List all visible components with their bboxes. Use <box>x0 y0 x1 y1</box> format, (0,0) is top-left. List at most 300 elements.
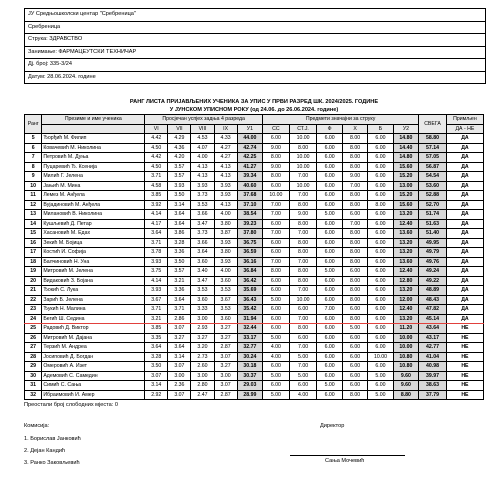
rank-cell: 29 <box>25 362 42 372</box>
grade-8-cell: 3.27 <box>191 333 214 343</box>
u1-cell: 42.74 <box>237 143 262 153</box>
grade-7-cell: 3.57 <box>168 267 191 277</box>
grade-9-cell: 4.27 <box>214 153 237 163</box>
grade-7-cell: 3.57 <box>168 172 191 182</box>
u2-cell: 13.20 <box>393 314 418 324</box>
u2-cell: 12.40 <box>393 305 418 315</box>
table-row <box>25 172 484 182</box>
rank-cell: 8 <box>25 162 42 172</box>
student-name-cell: Балчиновић Н. Уна <box>42 257 145 267</box>
subject-f-cell: 6.00 <box>317 314 342 324</box>
grade-6-cell: 3.50 <box>145 362 168 372</box>
subject-f-cell: 6.00 <box>317 229 342 239</box>
subject-stj-cell: 8.00 <box>289 219 317 229</box>
rank-cell: 28 <box>25 352 42 362</box>
subject-h-cell: 8.00 <box>342 153 367 163</box>
subject-f-cell: 5.00 <box>317 210 342 220</box>
u2-cell: 13.60 <box>393 229 418 239</box>
subject-ss-cell: 7.00 <box>263 210 290 220</box>
student-name-cell: Хасановић М. Едах <box>42 229 145 239</box>
reference-number: Дј. број: 335-3/24 <box>25 59 485 72</box>
subject-stj-cell: 8.00 <box>289 267 317 277</box>
title-line-2: У ЈУНСКОМ УПИСНОМ РОКУ (од 24.06. до 26.06.2024. године) <box>169 107 339 113</box>
table-row <box>25 267 484 277</box>
subject-b-cell: 6.00 <box>368 362 393 372</box>
admitted-cell: ДА <box>446 200 483 210</box>
rank-cell: 30 <box>25 371 42 381</box>
grade-8-cell: 4.00 <box>191 153 214 163</box>
subject-ss-cell: 7.00 <box>263 257 290 267</box>
grade-8-cell: 2.80 <box>191 381 214 391</box>
grade-9-cell: 4.00 <box>214 210 237 220</box>
subject-b-cell: 6.00 <box>368 381 393 391</box>
total-cell: 43.17 <box>419 333 447 343</box>
rank-cell: 31 <box>25 381 42 391</box>
total-cell: 58.80 <box>419 134 447 144</box>
rank-cell: 16 <box>25 238 42 248</box>
subject-stj-cell: 5.00 <box>289 371 317 381</box>
grade-8-cell: 2.93 <box>191 324 214 334</box>
rank-cell: 5 <box>25 134 42 144</box>
grade-6-cell: 3.85 <box>145 324 168 334</box>
grade-8-cell: 3.60 <box>191 257 214 267</box>
subject-ss-cell: 6.00 <box>263 181 290 191</box>
subject-b-cell: 6.00 <box>368 153 393 163</box>
subject-stj-cell: 8.00 <box>289 238 317 248</box>
rank-cell: 27 <box>25 343 42 353</box>
subject-h-cell: 6.00 <box>342 352 367 362</box>
admitted-cell: ДА <box>446 314 483 324</box>
grade-6-cell: 3.64 <box>145 343 168 353</box>
grade-7-cell: 3.64 <box>168 219 191 229</box>
grade-8-cell: 3.73 <box>191 191 214 201</box>
grade-8-cell: 3.33 <box>191 305 214 315</box>
rank-cell: 18 <box>25 257 42 267</box>
subject-h-cell: 8.00 <box>342 390 367 400</box>
admitted-cell: ДА <box>446 276 483 286</box>
admitted-cell: НЕ <box>446 362 483 372</box>
student-name-cell: Бегић Ш. Седина <box>42 314 145 324</box>
grade-6-cell: 4.58 <box>145 181 168 191</box>
grade-9-cell: 2.87 <box>214 390 237 400</box>
student-name-cell: Пуцаревић Ђ. Ксенија <box>42 162 145 172</box>
total-cell: 49.76 <box>419 257 447 267</box>
subject-f-cell: 5.00 <box>317 381 342 391</box>
table-row <box>25 143 484 153</box>
u1-cell: 30.24 <box>237 352 262 362</box>
subject-stj-cell: 10.00 <box>289 153 317 163</box>
subject-b-cell: 6.00 <box>368 143 393 153</box>
subject-h-cell: 6.00 <box>342 371 367 381</box>
subject-ss-cell: 5.00 <box>263 333 290 343</box>
subject-stj-cell: 7.00 <box>289 362 317 372</box>
u1-cell: 32.44 <box>237 324 262 334</box>
student-name-cell: Митровић М. Дајана <box>42 333 145 343</box>
grade-7-cell: 3.50 <box>168 257 191 267</box>
subject-stj-cell: 4.00 <box>289 390 317 400</box>
table-row <box>25 324 484 334</box>
grade-7-cell: 3.07 <box>168 362 191 372</box>
grade-6-cell: 3.14 <box>145 381 168 391</box>
subject-b-cell: 6.00 <box>368 181 393 191</box>
grade-6-cell: 2.92 <box>145 390 168 400</box>
u1-cell: 28.99 <box>237 390 262 400</box>
director-label: Директор <box>320 423 345 429</box>
table-row <box>25 153 484 163</box>
table-row <box>25 352 484 362</box>
u2-cell: 15.20 <box>393 172 418 182</box>
header-name: Презиме и име ученика <box>42 115 145 125</box>
u2-cell: 10.80 <box>393 362 418 372</box>
total-cell: 37.79 <box>419 390 447 400</box>
subject-f-cell: 6.00 <box>317 200 342 210</box>
field-label: Струка: ЗДРАВСТВО <box>25 34 485 47</box>
grade-6-cell: 4.42 <box>145 153 168 163</box>
total-cell: 49.79 <box>419 248 447 258</box>
subject-f-cell: 6.00 <box>317 162 342 172</box>
student-name-cell: Ђорђић М. Филип <box>42 134 145 144</box>
subject-ss-cell: 6.00 <box>263 286 290 296</box>
document-title <box>24 98 484 114</box>
subject-ss-cell: 8.00 <box>263 267 290 277</box>
director-signature-line <box>290 455 405 456</box>
grade-7-cell: 3.93 <box>168 181 191 191</box>
rank-cell: 22 <box>25 295 42 305</box>
u1-cell: 37.68 <box>237 191 262 201</box>
u1-cell: 35.42 <box>237 305 262 315</box>
subject-b-cell: 5.00 <box>368 371 393 381</box>
subject-h-cell: 8.00 <box>342 257 367 267</box>
commission-member-3: 3. Ранко Заковљевић <box>24 460 80 466</box>
subject-f-cell: 6.00 <box>317 153 342 163</box>
grade-9-cell: 3.87 <box>214 229 237 239</box>
subject-b-cell: 6.00 <box>368 238 393 248</box>
u2-cell: 9.60 <box>393 371 418 381</box>
subject-b-cell: 6.00 <box>368 210 393 220</box>
title-line-1: РАНГ ЛИСТА ПРИЈАВЉЕНИХ УЧЕНИКА ЗА УПИС У ПРВИ РАЗРЕД ШК. 2024/2025. ГОДИНЕ <box>129 99 379 105</box>
u1-cell: 35.69 <box>237 286 262 296</box>
admitted-cell: НЕ <box>446 390 483 400</box>
rank-cell: 13 <box>25 210 42 220</box>
u2-cell: 12.40 <box>393 219 418 229</box>
subject-h-cell: 6.00 <box>342 333 367 343</box>
student-name-cell: Лемез М. Анђела <box>42 191 145 201</box>
subject-stj-cell: 7.00 <box>289 172 317 182</box>
student-name-cell: Ковачевић М. Николина <box>42 143 145 153</box>
total-cell: 51.63 <box>419 219 447 229</box>
total-cell: 40.98 <box>419 362 447 372</box>
total-cell: 52.70 <box>419 200 447 210</box>
u2-cell: 10.00 <box>393 343 418 353</box>
admitted-cell: НЕ <box>446 343 483 353</box>
grade-8-cell: 3.60 <box>191 295 214 305</box>
grade-6-cell: 3.71 <box>145 238 168 248</box>
admitted-cell: НЕ <box>446 371 483 381</box>
subject-ss-cell: 6.00 <box>263 134 290 144</box>
table-row <box>25 276 484 286</box>
subject-h-cell: 9.00 <box>342 172 367 182</box>
u1-cell: 36.59 <box>237 248 262 258</box>
subject-stj-cell: 10.00 <box>289 134 317 144</box>
grade-6-cell: 4.50 <box>145 143 168 153</box>
rank-cell: 21 <box>25 286 42 296</box>
grade-9-cell: 3.93 <box>214 257 237 267</box>
subject-h-cell: 8.00 <box>342 248 367 258</box>
table-row <box>25 248 484 258</box>
grade-7-cell: 3.07 <box>168 390 191 400</box>
subject-ss-cell: 6.00 <box>263 276 290 286</box>
grade-6-cell: 3.21 <box>145 314 168 324</box>
remaining-places: Преостали број слободних мјеста: 0 <box>24 402 119 408</box>
subject-f-cell: 6.00 <box>317 333 342 343</box>
grade-8-cell: 3.66 <box>191 238 214 248</box>
grade-8-cell: 3.00 <box>191 371 214 381</box>
grade-7-cell: 4.29 <box>168 134 191 144</box>
grade-7-cell: 2.86 <box>168 314 191 324</box>
u1-cell: 41.27 <box>237 162 262 172</box>
rank-cell: 7 <box>25 153 42 163</box>
header-grade-8: VIII <box>191 124 214 134</box>
subject-ss-cell: 8.00 <box>263 153 290 163</box>
u1-cell: 29.03 <box>237 381 262 391</box>
u1-cell: 36.43 <box>237 295 262 305</box>
header-subject-ss: СС <box>263 124 290 134</box>
header-admitted: Примљен <box>446 115 483 125</box>
grade-8-cell: 3.73 <box>191 229 214 239</box>
rank-cell: 9 <box>25 172 42 182</box>
grade-7-cell: 3.50 <box>168 191 191 201</box>
total-cell: 49.95 <box>419 238 447 248</box>
u2-cell: 13.20 <box>393 210 418 220</box>
subject-ss-cell: 6.00 <box>263 381 290 391</box>
subject-b-cell: 6.00 <box>368 295 393 305</box>
subject-stj-cell: 7.00 <box>289 229 317 239</box>
u1-cell: 44.00 <box>237 134 262 144</box>
subject-f-cell: 6.00 <box>317 324 342 334</box>
u2-cell: 15.20 <box>393 191 418 201</box>
grade-9-cell: 4.27 <box>214 143 237 153</box>
subject-stj-cell: 7.00 <box>289 314 317 324</box>
table-row <box>25 295 484 305</box>
admitted-cell: НЕ <box>446 324 483 334</box>
admitted-cell: ДА <box>446 134 483 144</box>
subject-b-cell: 6.00 <box>368 324 393 334</box>
u2-cell: 15.60 <box>393 200 418 210</box>
student-name-cell: Ђукић Н. Малина <box>42 305 145 315</box>
subject-h-cell: 8.00 <box>342 200 367 210</box>
commission-label: Комисија: <box>24 423 50 429</box>
grade-9-cell: 4.00 <box>214 267 237 277</box>
grade-6-cell: 3.71 <box>145 305 168 315</box>
grade-7-cell: 3.28 <box>168 238 191 248</box>
grade-9-cell: 3.53 <box>214 305 237 315</box>
subject-f-cell: 6.00 <box>317 172 342 182</box>
subject-h-cell: 8.00 <box>342 162 367 172</box>
grade-9-cell: 3.60 <box>214 276 237 286</box>
student-name-cell: Петровић М. Дуња <box>42 153 145 163</box>
subject-ss-cell: 8.00 <box>263 172 290 182</box>
grade-8-cell: 3.40 <box>191 267 214 277</box>
subject-ss-cell: 5.00 <box>263 390 290 400</box>
total-cell: 41.04 <box>419 352 447 362</box>
u2-cell: 10.00 <box>393 333 418 343</box>
grade-8-cell: 3.53 <box>191 200 214 210</box>
grade-8-cell: 4.13 <box>191 162 214 172</box>
u2-cell: 12.80 <box>393 276 418 286</box>
commission-member-1: 1. Борислав Јанковић <box>24 436 81 442</box>
subject-stj-cell: 7.00 <box>289 286 317 296</box>
subject-h-cell: 6.00 <box>342 305 367 315</box>
subject-b-cell: 6.00 <box>368 248 393 258</box>
u2-cell: 13.20 <box>393 286 418 296</box>
u1-cell: 30.37 <box>237 371 262 381</box>
header-subject-f: Ф <box>317 124 342 134</box>
student-name-cell: Јањић М. Мина <box>42 181 145 191</box>
subject-stj-cell: 10.00 <box>289 181 317 191</box>
table-row <box>25 343 484 353</box>
table-row <box>25 314 484 324</box>
admitted-cell: ДА <box>446 229 483 239</box>
subject-f-cell: 6.00 <box>317 390 342 400</box>
grade-6-cell: 3.93 <box>145 286 168 296</box>
grade-8-cell: 3.64 <box>191 248 214 258</box>
school-info-block <box>24 8 486 84</box>
subject-ss-cell: 7.00 <box>263 229 290 239</box>
subject-stj-cell: 7.00 <box>289 343 317 353</box>
header-name-sub <box>42 124 145 134</box>
header-grade-6: VI <box>145 124 168 134</box>
grade-9-cell: 3.93 <box>214 191 237 201</box>
subject-h-cell: 8.00 <box>342 143 367 153</box>
total-cell: 51.74 <box>419 210 447 220</box>
subject-stj-cell: 8.00 <box>289 143 317 153</box>
grade-9-cell: 3.80 <box>214 248 237 258</box>
admitted-cell: ДА <box>446 305 483 315</box>
student-name-cell: Кушљевић Д. Петар <box>42 219 145 229</box>
student-name-cell: Омеровић А. Изет <box>42 362 145 372</box>
subject-f-cell: 6.00 <box>317 143 342 153</box>
total-cell: 49.22 <box>419 276 447 286</box>
subject-b-cell: 10.00 <box>368 352 393 362</box>
u1-cell: 32.77 <box>237 343 262 353</box>
table-row <box>25 333 484 343</box>
u1-cell: 33.17 <box>237 333 262 343</box>
header-rank: Ранг <box>25 115 42 134</box>
admitted-cell: ДА <box>446 153 483 163</box>
rank-cell: 24 <box>25 314 42 324</box>
subject-stj-cell: 8.00 <box>289 276 317 286</box>
student-name-cell: Адемовић С. Самедин <box>42 371 145 381</box>
grade-7-cell: 3.64 <box>168 295 191 305</box>
student-name-cell: Милић Г. Јелена <box>42 172 145 182</box>
subject-h-cell: 6.00 <box>342 210 367 220</box>
table-row <box>25 200 484 210</box>
student-name-cell: Зарић Б. Јелена <box>42 295 145 305</box>
table-row <box>25 286 484 296</box>
grade-7-cell: 3.14 <box>168 352 191 362</box>
grade-7-cell: 3.86 <box>168 229 191 239</box>
admitted-cell: ДА <box>446 210 483 220</box>
admitted-cell: ДА <box>446 219 483 229</box>
grade-6-cell: 3.35 <box>145 333 168 343</box>
subject-stj-cell: 6.00 <box>289 305 317 315</box>
student-name-cell: Митровић М. Јелена <box>42 267 145 277</box>
grade-6-cell: 3.64 <box>145 229 168 239</box>
grade-7-cell: 3.64 <box>168 343 191 353</box>
subject-f-cell: 6.00 <box>317 257 342 267</box>
rank-cell: 17 <box>25 248 42 258</box>
admitted-cell: ДА <box>446 172 483 182</box>
grade-9-cell: 3.53 <box>214 286 237 296</box>
subject-ss-cell: 6.00 <box>263 305 290 315</box>
subject-b-cell: 8.00 <box>368 200 393 210</box>
u2-cell: 12.40 <box>393 267 418 277</box>
admitted-cell: ДА <box>446 191 483 201</box>
subject-f-cell: 6.00 <box>317 352 342 362</box>
subject-b-cell: 5.00 <box>368 390 393 400</box>
student-name-cell: Јосиповић Д. Богдан <box>42 352 145 362</box>
subject-ss-cell: 6.00 <box>263 248 290 258</box>
total-cell: 53.60 <box>419 181 447 191</box>
grade-6-cell: 4.14 <box>145 210 168 220</box>
admitted-cell: ДА <box>446 248 483 258</box>
grade-9-cell: 2.87 <box>214 343 237 353</box>
rank-cell: 26 <box>25 333 42 343</box>
u1-cell: 37.80 <box>237 229 262 239</box>
grade-6-cell: 4.42 <box>145 134 168 144</box>
rank-cell: 32 <box>25 390 42 400</box>
admitted-cell: НЕ <box>446 381 483 391</box>
total-cell: 51.40 <box>419 229 447 239</box>
grade-6-cell: 3.75 <box>145 267 168 277</box>
rank-cell: 14 <box>25 219 42 229</box>
subject-h-cell: 8.00 <box>342 314 367 324</box>
grade-6-cell: 3.71 <box>145 172 168 182</box>
grade-6-cell: 3.67 <box>145 295 168 305</box>
subject-f-cell: 6.00 <box>317 362 342 372</box>
grade-7-cell: 3.14 <box>168 200 191 210</box>
subject-ss-cell: 6.00 <box>263 238 290 248</box>
u1-cell: 36.42 <box>237 276 262 286</box>
grade-7-cell: 3.64 <box>168 210 191 220</box>
rank-cell: 15 <box>25 229 42 239</box>
subject-b-cell: 6.00 <box>368 286 393 296</box>
student-name-cell: Милановић В. Николина <box>42 210 145 220</box>
header-subjects: Предмети значајни за струку <box>263 115 419 125</box>
subject-h-cell: 6.00 <box>342 381 367 391</box>
subject-h-cell: 8.00 <box>342 238 367 248</box>
admitted-cell: НЕ <box>446 352 483 362</box>
subject-stj-cell: 8.00 <box>289 248 317 258</box>
grade-9-cell: 3.00 <box>214 371 237 381</box>
u1-cell: 36.16 <box>237 257 262 267</box>
grade-7-cell: 3.27 <box>168 333 191 343</box>
subject-h-cell: 8.00 <box>342 229 367 239</box>
subject-b-cell: 6.00 <box>368 191 393 201</box>
student-name-cell: Зекић М. Бојица <box>42 238 145 248</box>
total-cell: 56.87 <box>419 162 447 172</box>
u2-cell: 15.60 <box>393 162 418 172</box>
admitted-cell: ДА <box>446 143 483 153</box>
u2-cell: 11.20 <box>393 324 418 334</box>
header-subject-b: Б <box>368 124 393 134</box>
subject-stj-cell: 8.00 <box>289 200 317 210</box>
rank-cell: 19 <box>25 267 42 277</box>
total-cell: 45.14 <box>419 314 447 324</box>
subject-h-cell: 8.00 <box>342 286 367 296</box>
grade-9-cell: 4.13 <box>214 200 237 210</box>
subject-stj-cell: 7.00 <box>289 191 317 201</box>
